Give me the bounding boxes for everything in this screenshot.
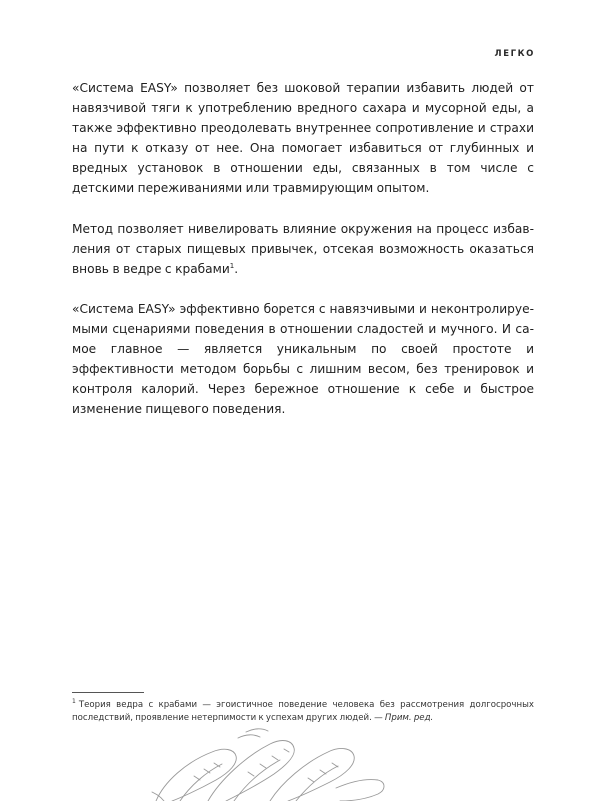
footnote-text: Теория ведра с крабами — эгоистичное поведение человека без рассмотрения долгосрочных последствий, проявление нетерпимости к успехам других людей. — — [72, 700, 534, 723]
paragraph-2-text: Метод позволяет нивелировать влияние окружения на процесс избавления от старых пищевых привычек, отсекая возможность оказаться вновь в ведре с крабами — [72, 221, 534, 276]
paragraph-2: Метод позволяет нивелировать влияние окружения на процесс избавления от старых пищевых привычек, отсекая возможность оказаться вновь в ведре с крабами$^1$. — [72, 221, 534, 276]
footnote-reference[interactable]: 1 — [229, 261, 235, 270]
paragraph-1 — [72, 78, 534, 199]
bread-loaves-icon — [150, 722, 390, 801]
paragraph-1-text: «Система EASY» позволяет без шоковой терапии избавить людей от навязчивой тяги к употреблению вредного сахара и мусорной еды, а также эффективно преодолевать внутреннее сопротивление и страхи на пути к отказу от нее. Она помогает избавиться от глубинных и вредных установок в отношении еды, связанных в том числе с детскими переживаниями или травмирующим опытом. — [72, 81, 534, 196]
paragraph-3-text: «Система EASY» эффективно борется с навязчивыми и неконтролируемыми сценариями поведения в отношении сладостей и мучного. И самое главное — является уникальным по своей простоте и эффективности методом борьбы с лишним весом, без тренировок и контроля калорий. Через бережное отношение к себе и быстрое изменение пищевого поведения. — [72, 301, 534, 417]
body-text — [72, 78, 534, 439]
running-head: ЛЕГКО — [494, 49, 535, 59]
footnote-number: 1 — [72, 698, 76, 706]
footnote-editor-note: Прим. ред. — [384, 713, 434, 723]
paragraph-3 — [72, 299, 534, 420]
footnote-divider — [72, 692, 144, 693]
